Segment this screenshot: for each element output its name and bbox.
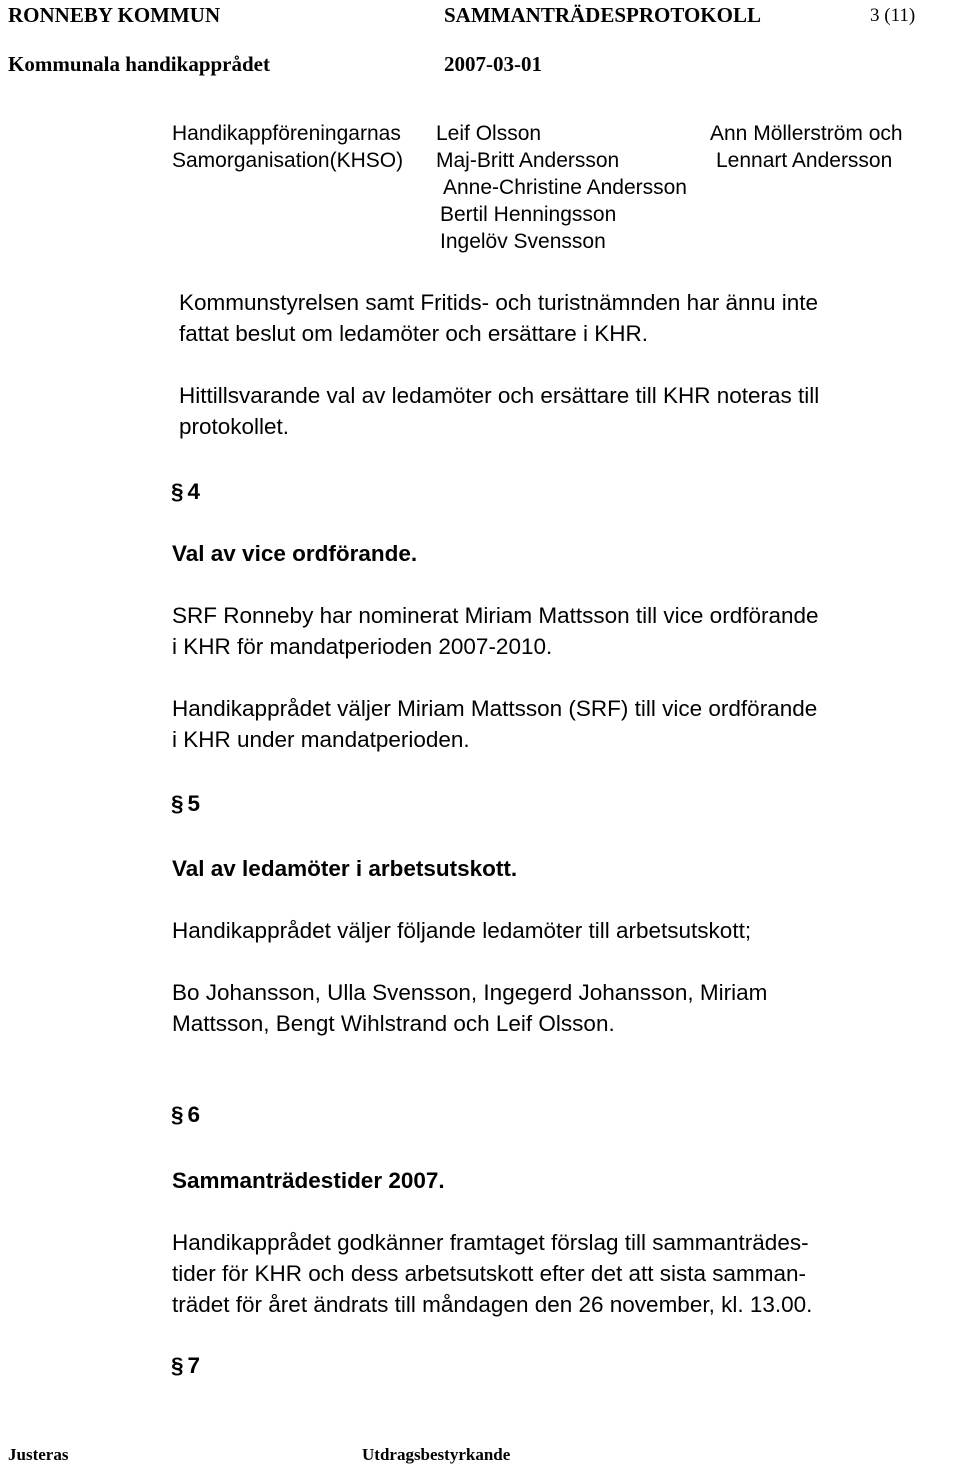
member-name: Maj-Britt Andersson [436, 149, 620, 172]
member-name: Ann Möllerström och [710, 122, 903, 145]
municipality-name: RONNEBY KOMMUN [8, 3, 221, 27]
member-name: Leif Olsson [436, 122, 542, 145]
section-number: § 7 [171, 1353, 201, 1378]
section-paragraph: SRF Ronneby har nominerat Miriam Mattsson till vice ordförande i KHR för mandatperioden 2007-2010. [172, 603, 819, 659]
section-number: § 5 [171, 791, 201, 816]
member-name: Ingelöv Svensson [440, 230, 606, 253]
footer-justeras: Justeras [8, 1445, 69, 1464]
section-paragraph: Bo Johansson, Ulla Svensson, Ingegerd Johansson, Miriam Mattsson, Bengt Wihlstrand och Leif Olsson. [172, 980, 768, 1036]
note-paragraph: Kommunstyrelsen samt Fritids- och turistnämnden har ännu inte fattat beslut om ledamöter och ersättare i KHR. [179, 290, 819, 346]
document-type: SAMMANTRÄDESPROTOKOLL [444, 3, 761, 27]
note-paragraph: Hittillsvarande val av ledamöter och ersättare till KHR noteras till protokollet. [179, 383, 820, 439]
footer-utdragsbestyrkande: Utdragsbestyrkande [362, 1445, 511, 1464]
page-number: 3 (11) [870, 5, 916, 26]
section-heading: Val av vice ordförande. [172, 541, 418, 566]
org-name-line1: Handikappföreningarnas [172, 122, 401, 145]
section-paragraph: Handikapprådet väljer följande ledamöter till arbetsutskott; [172, 918, 752, 943]
section-heading: Val av ledamöter i arbetsutskott. [172, 856, 518, 881]
member-name: Lennart Andersson [716, 149, 893, 172]
section-heading: Sammanträdestider 2007. [172, 1168, 445, 1193]
org-name-line2: Samorganisation(KHSO) [172, 149, 404, 172]
section-paragraph: Handikapprådet godkänner framtaget förslag till sammanträdes- tider för KHR och dess arbetsutskott efter det att sista samman- trädet för året ändrats till måndagen den 26 november, kl. 13.00. [172, 1230, 813, 1317]
section-number: § 4 [171, 479, 201, 504]
committee-name: Kommunala handikapprådet [8, 52, 270, 76]
section-number: § 6 [171, 1102, 201, 1127]
section-paragraph: Handikapprådet väljer Miriam Mattsson (SRF) till vice ordförande i KHR under mandatperioden. [172, 696, 818, 752]
member-name: Anne-Christine Andersson [443, 176, 687, 199]
meeting-date: 2007-03-01 [444, 52, 542, 76]
member-name: Bertil Henningsson [440, 203, 617, 226]
